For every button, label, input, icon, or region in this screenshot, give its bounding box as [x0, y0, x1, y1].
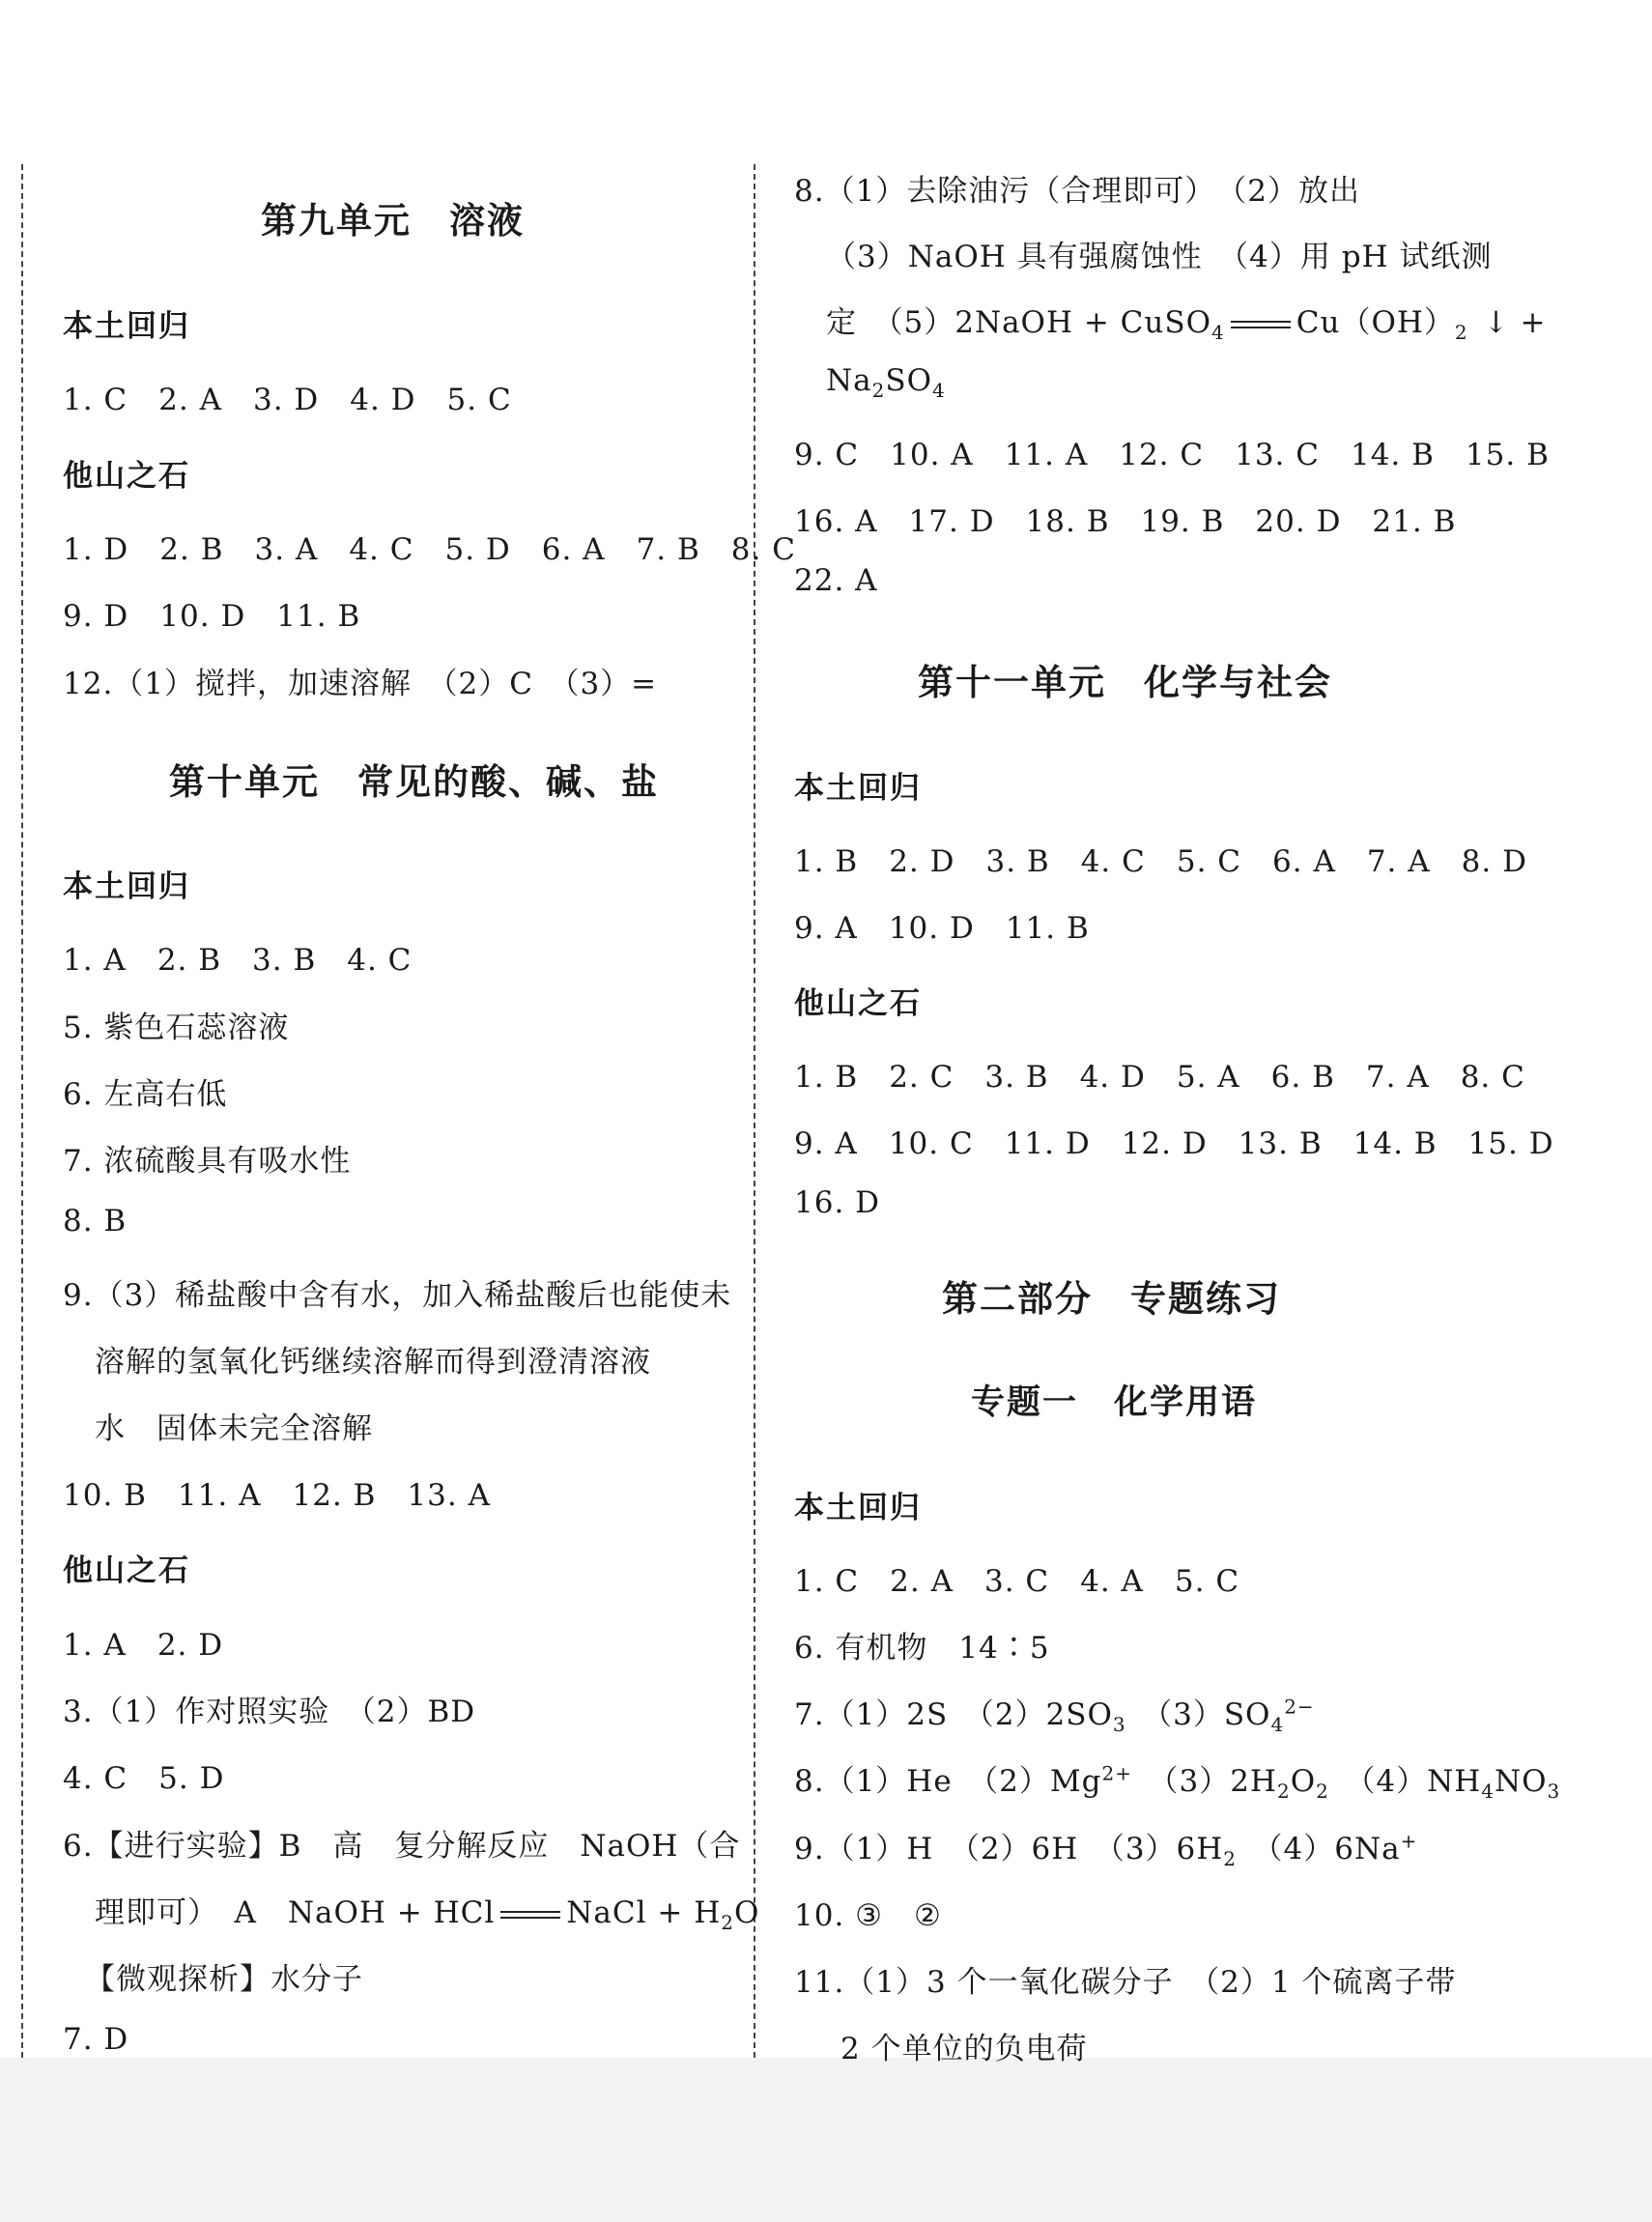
unit10-line-7: 溶解的氢氧化钙继续溶解而得到澄清溶液 [95, 1345, 651, 1380]
equation-right: Cu（OH） [1296, 305, 1455, 340]
unit10-other-1: 1. A 2. D [63, 1628, 224, 1663]
unit10-cont-6: 16. A 17. D 18. B 19. B 20. D 21. B [794, 504, 1457, 539]
subscript: 2 [721, 1911, 734, 1935]
superscript: + [1400, 1829, 1418, 1853]
unit10-cont-7: 22. A [794, 563, 878, 598]
unit10-other-4: 6.【进行实验】B 高 复分解反应 NaOH（合 [63, 1829, 741, 1864]
unit11-other-1: 1. B 2. C 3. B 4. D 5. A 6. B 7. A 8. C [794, 1060, 1525, 1095]
topic1-section-local: 本土回归 [794, 1491, 922, 1525]
subscript: 2 [1223, 1847, 1238, 1871]
subscript: 3 [1112, 1713, 1126, 1737]
unit11-section-local: 本土回归 [794, 771, 922, 806]
equation-left: 定 （5）2NaOH + CuSO [826, 305, 1212, 340]
unit10-line-8: 水 固体未完全溶解 [95, 1411, 373, 1446]
formula-part: Na [826, 363, 872, 398]
left-margin-rule [21, 164, 23, 2058]
unit10-section-local: 本土回归 [63, 869, 190, 904]
unit10-title: 第十单元 常见的酸、碱、盐 [169, 760, 659, 803]
topic1-title: 专题一 化学用语 [971, 1382, 1258, 1422]
formula-part: SO [885, 363, 932, 398]
unit10-other-2: 3.（1）作对照实验 （2）BD [63, 1695, 476, 1729]
unit9-answers-2: 1. D 2. B 3. A 4. C 5. D 6. A 7. B 8. C [63, 532, 796, 567]
unit10-line-1: 1. A 2. B 3. B 4. C [63, 943, 413, 978]
unit11-section-other: 他山之石 [794, 986, 922, 1021]
page-bottom-margin [0, 2058, 1652, 2222]
unit11-line-1: 1. B 2. D 3. B 4. C 5. C 6. A 7. A 8. D [794, 844, 1527, 879]
unit10-other-7: 7. D [63, 2022, 129, 2057]
unit10-cont-1: 8.（1）去除油污（合理即可） （2）放出 [794, 174, 1361, 209]
unit10-line-3: 6. 左高右低 [63, 1077, 228, 1112]
formula-part: NO [1494, 1764, 1548, 1799]
equation-tail: O [734, 1895, 760, 1930]
unit11-title: 第十一单元 化学与社会 [918, 661, 1332, 703]
topic1-line-3 [794, 1690, 1315, 1736]
equation-left: 理即可） A NaOH + HCl [95, 1895, 496, 1930]
unit11-other-2: 9. A 10. C 11. D 12. D 13. B 14. B 15. D [794, 1126, 1554, 1161]
subscript: 2 [1454, 321, 1468, 345]
unit10-cont-5: 9. C 10. A 11. A 12. C 13. C 14. B 15. B [794, 438, 1550, 472]
equation-sign [1231, 321, 1291, 328]
equation-right: NaCl + H [566, 1895, 722, 1930]
unit10-line-4: 7. 浓硫酸具有吸水性 [63, 1144, 352, 1179]
unit10-line-5: 8. B [63, 1204, 128, 1239]
topic1-line-5 [794, 1824, 1417, 1870]
topic1-line-1: 1. C 2. A 3. C 4. A 5. C [794, 1564, 1240, 1599]
formula-part: （3）SO [1125, 1697, 1271, 1732]
subscript: 2 [1316, 1780, 1329, 1804]
unit9-section-other: 他山之石 [63, 459, 190, 494]
topic1-line-6: 10. ③ ② [794, 1898, 942, 1933]
subscript: 3 [1547, 1780, 1561, 1804]
formula-part: （3）2H [1131, 1764, 1277, 1799]
unit10-cont-3 [826, 298, 1546, 344]
topic1-line-7: 11.（1）3 个一氧化碳分子 （2）1 个硫离子带 [794, 1965, 1457, 2000]
topic1-line-2: 6. 有机物 14∶5 [794, 1631, 1050, 1666]
unit9-section-local: 本土回归 [63, 309, 190, 344]
subscript: 4 [1481, 1780, 1495, 1804]
formula-part: 8.（1）He （2）Mg [794, 1764, 1102, 1799]
unit10-other-3: 4. C 5. D [63, 1761, 225, 1796]
unit10-cont-2: （3）NaOH 具有强腐蚀性 （4）用 pH 试纸测 [826, 240, 1493, 274]
topic1-line-4 [794, 1756, 1560, 1803]
unit10-cont-4 [826, 363, 946, 402]
formula-part: （4）6Na [1237, 1832, 1401, 1866]
formula-part: （4）NH [1328, 1764, 1482, 1799]
part2-title: 第二部分 专题练习 [942, 1277, 1281, 1320]
subscript: 4 [1211, 321, 1225, 345]
unit10-line-6: 9.（3）稀盐酸中含有水，加入稀盐酸后也能使未 [63, 1278, 732, 1313]
unit10-line-2: 5. 紫色石蕊溶液 [63, 1011, 290, 1045]
formula-part: 9.（1）H （2）6H （3）6H [794, 1832, 1224, 1866]
subscript: 4 [932, 379, 946, 403]
unit10-line-9: 10. B 11. A 12. B 13. A [63, 1478, 491, 1513]
unit11-line-2: 9. A 10. D 11. B [794, 911, 1090, 946]
unit9-answers-1: 1. C 2. A 3. D 4. D 5. C [63, 383, 512, 417]
superscript: 2− [1284, 1695, 1315, 1719]
equation-sign [500, 1911, 560, 1919]
unit11-other-3: 16. D [794, 1185, 881, 1220]
unit10-other-6: 【微观探析】水分子 [85, 1962, 363, 1997]
subscript: 2 [1276, 1780, 1291, 1804]
subscript: 4 [1270, 1713, 1285, 1737]
column-divider [754, 164, 755, 2058]
unit9-answers-4: 12.（1）搅拌，加速溶解 （2）C （3）= [63, 667, 658, 701]
unit9-title: 第九单元 溶液 [261, 199, 525, 242]
superscript: 2+ [1101, 1761, 1132, 1785]
subscript: 2 [871, 379, 886, 403]
unit10-section-other: 他山之石 [63, 1553, 190, 1588]
topic1-line-8: 2 个单位的负电荷 [840, 2032, 1088, 2066]
formula-part: O [1290, 1764, 1317, 1799]
unit9-answers-3: 9. D 10. D 11. B [63, 599, 361, 634]
equation-tail: ↓ + [1483, 305, 1547, 340]
unit10-other-5 [95, 1888, 759, 1934]
formula-part: 7.（1）2S （2）2SO [794, 1697, 1113, 1732]
